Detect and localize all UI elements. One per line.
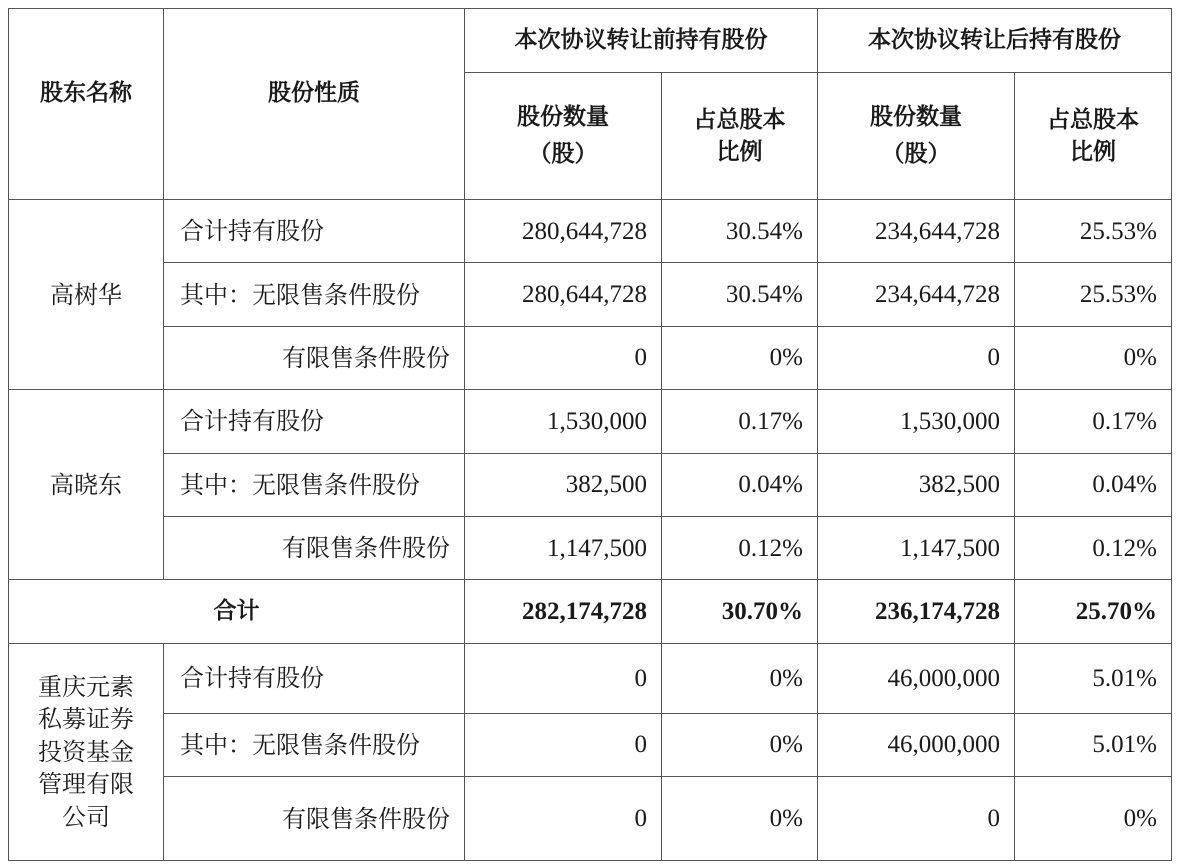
- before-qty-cell: 0: [465, 777, 662, 861]
- header-qty-line1: 股份数量: [870, 104, 962, 131]
- after-qty-cell: 1,147,500: [818, 516, 1015, 579]
- before-pct-cell: 0.04%: [662, 453, 818, 516]
- after-qty-cell: 382,500: [818, 453, 1015, 516]
- table-row: [9, 390, 1172, 453]
- shareholder-name-line: 管理有限: [38, 770, 134, 799]
- shareholder-name-cell: [9, 643, 164, 860]
- share-type-cell: 其中：无限售条件股份: [164, 453, 465, 516]
- subtotal-after-qty: 236,174,728: [818, 580, 1015, 643]
- table-row: [9, 453, 1172, 516]
- table-row: [9, 516, 1172, 579]
- share-type-cell: 有限售条件股份: [164, 777, 465, 861]
- shareholder-name-cell: 高树华: [9, 200, 164, 390]
- after-qty-cell: 46,000,000: [818, 713, 1015, 776]
- header-before-transfer: 本次协议转让前持有股份: [465, 9, 818, 73]
- before-qty-cell: 280,644,728: [465, 263, 662, 326]
- shareholder-name-cell: 高晓东: [9, 390, 164, 580]
- after-pct-cell: 0.04%: [1015, 453, 1172, 516]
- header-qty-line1: 股份数量: [517, 104, 609, 131]
- after-pct-cell: 0.17%: [1015, 390, 1172, 453]
- before-pct-cell: 0%: [662, 326, 818, 389]
- header-row-1: [9, 9, 1172, 73]
- table-row: [9, 643, 1172, 713]
- after-qty-cell: 1,530,000: [818, 390, 1015, 453]
- before-qty-cell: 1,530,000: [465, 390, 662, 453]
- table-row: [9, 263, 1172, 326]
- share-type-cell: 其中：无限售条件股份: [164, 713, 465, 776]
- table-row: [9, 326, 1172, 389]
- before-pct-cell: 0.17%: [662, 390, 818, 453]
- after-qty-cell: 234,644,728: [818, 200, 1015, 263]
- before-pct-cell: 30.54%: [662, 200, 818, 263]
- header-after-transfer: 本次协议转让后持有股份: [818, 9, 1172, 73]
- subtotal-before-pct: 30.70%: [662, 580, 818, 643]
- before-pct-cell: 0%: [662, 643, 818, 713]
- share-type-cell: 其中：无限售条件股份: [164, 263, 465, 326]
- share-type-cell: 合计持有股份: [164, 390, 465, 453]
- subtotal-after-pct: 25.70%: [1015, 580, 1172, 643]
- shareholder-name-line: 投资基金: [38, 737, 134, 766]
- after-pct-cell: 0%: [1015, 326, 1172, 389]
- after-pct-cell: 5.01%: [1015, 643, 1172, 713]
- after-pct-cell: 0.12%: [1015, 516, 1172, 579]
- share-type-cell: 有限售条件股份: [164, 326, 465, 389]
- after-pct-cell: 25.53%: [1015, 263, 1172, 326]
- before-qty-cell: 0: [465, 643, 662, 713]
- before-pct-cell: 0.12%: [662, 516, 818, 579]
- subtotal-label: 合计: [9, 580, 465, 643]
- after-qty-cell: 0: [818, 777, 1015, 861]
- header-ratio-line2: 比例: [716, 139, 763, 165]
- header-ratio-line1: 占总股本: [1047, 106, 1139, 133]
- after-qty-cell: 46,000,000: [818, 643, 1015, 713]
- after-pct-cell: 0%: [1015, 777, 1172, 861]
- subtotal-before-qty: 282,174,728: [465, 580, 662, 643]
- header-before-ratio: [662, 73, 818, 200]
- before-pct-cell: 30.54%: [662, 263, 818, 326]
- table-row: [9, 200, 1172, 263]
- shareholder-name-line: 重庆元素: [38, 672, 134, 701]
- shareholder-name-line: 私募证券: [38, 705, 134, 734]
- shareholder-name-line: 公司: [62, 802, 110, 831]
- after-pct-cell: 5.01%: [1015, 713, 1172, 776]
- after-pct-cell: 25.53%: [1015, 200, 1172, 263]
- before-qty-cell: 382,500: [465, 453, 662, 516]
- shareholding-table: [8, 8, 1172, 861]
- before-qty-cell: 1,147,500: [465, 516, 662, 579]
- header-qty-line2: （股）: [528, 141, 598, 167]
- header-share-nature: 股份性质: [164, 9, 465, 200]
- share-type-cell: 有限售条件股份: [164, 516, 465, 579]
- before-qty-cell: 0: [465, 713, 662, 776]
- before-pct-cell: 0%: [662, 777, 818, 861]
- after-qty-cell: 234,644,728: [818, 263, 1015, 326]
- header-shareholder-name: 股东名称: [9, 9, 164, 200]
- before-qty-cell: 0: [465, 326, 662, 389]
- header-ratio-line2: 比例: [1070, 139, 1116, 165]
- before-pct-cell: 0%: [662, 713, 818, 776]
- subtotal-row: [9, 580, 1172, 643]
- header-qty-line2: （股）: [881, 141, 951, 167]
- header-ratio-line1: 占总股本: [693, 106, 786, 133]
- table-row: [9, 713, 1172, 776]
- header-after-ratio: [1015, 73, 1172, 200]
- share-type-cell: 合计持有股份: [164, 643, 465, 713]
- table-row: [9, 777, 1172, 861]
- share-type-cell: 合计持有股份: [164, 200, 465, 263]
- before-qty-cell: 280,644,728: [465, 200, 662, 263]
- after-qty-cell: 0: [818, 326, 1015, 389]
- header-before-qty: [465, 73, 662, 200]
- header-after-qty: [818, 73, 1015, 200]
